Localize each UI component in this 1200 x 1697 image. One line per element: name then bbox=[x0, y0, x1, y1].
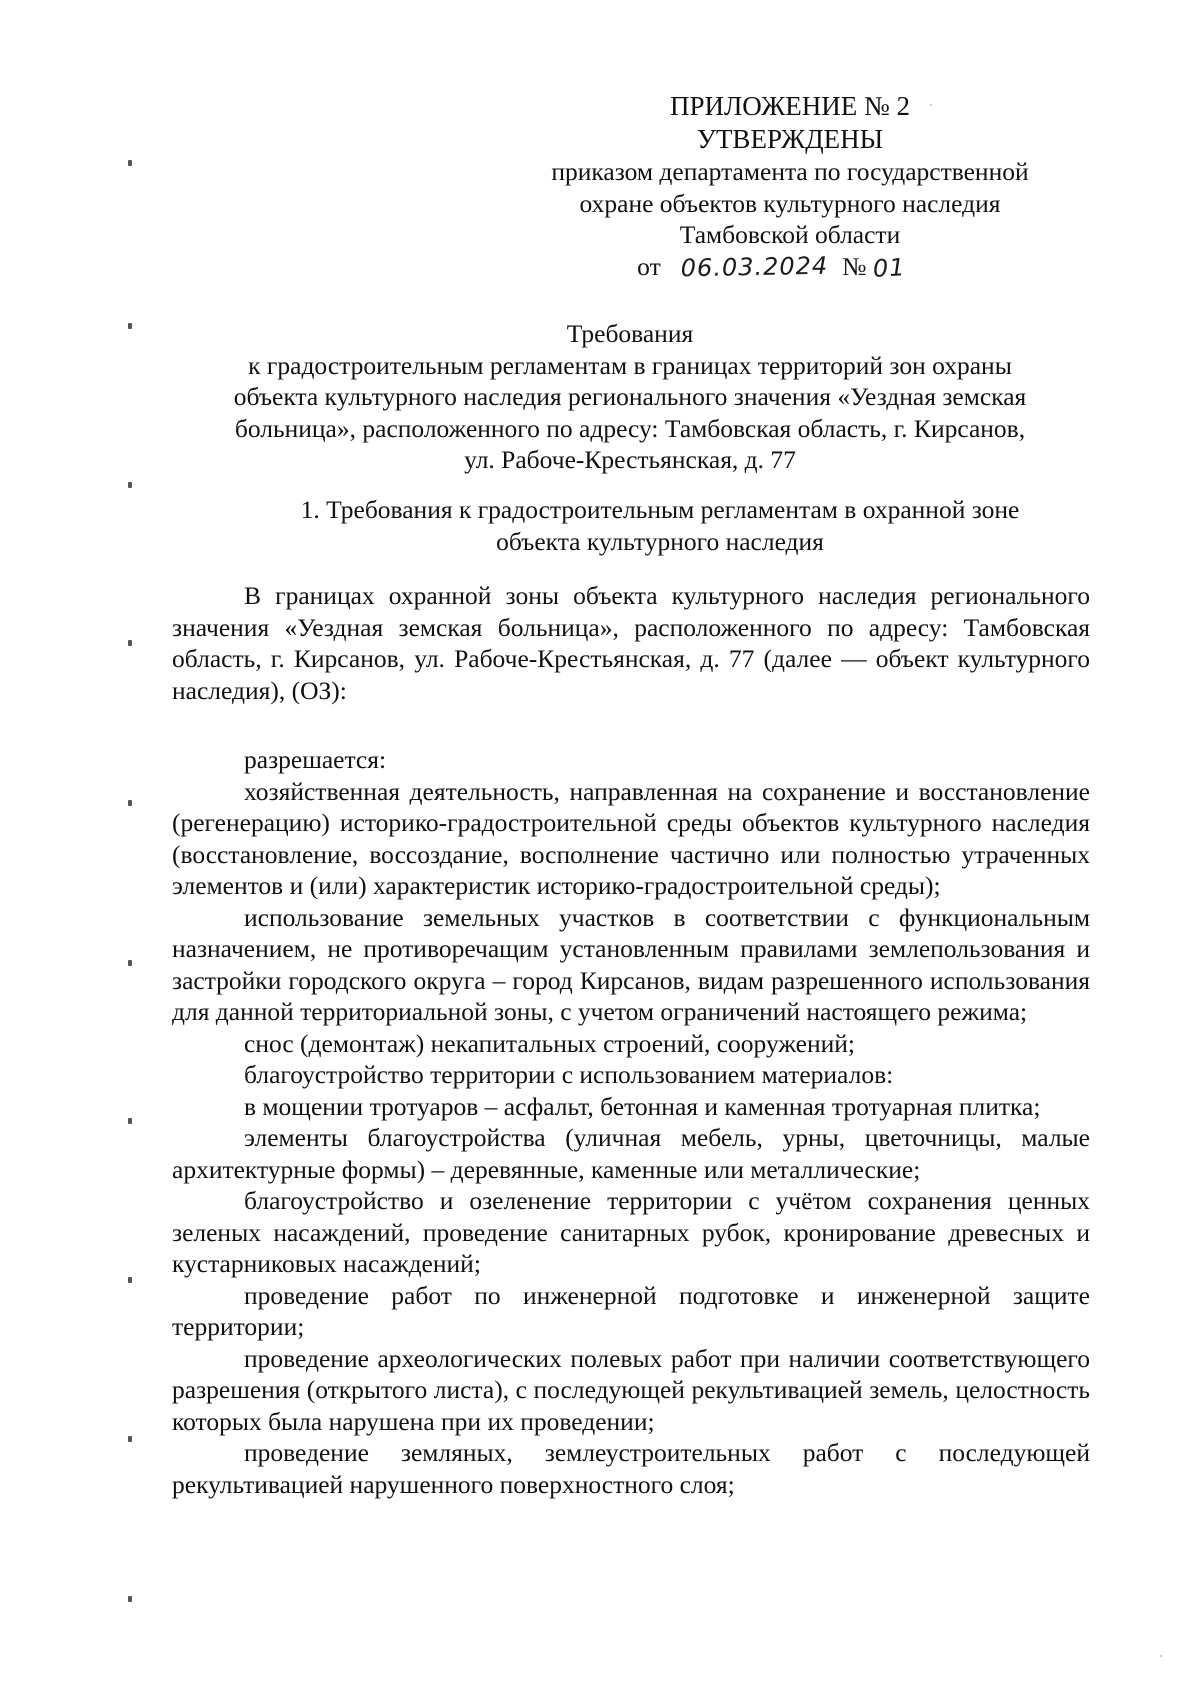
scan-mark bbox=[128, 640, 132, 646]
list-item: хозяйственная деятельность, направленная на сохранение и восстановление (регенерацию) историко-градостроительной среды объектов культурного наследия (восстановление, воссоздание, восполнение частично или полностью утраченных элементов и (или) характеристик историко-градостроительной среды); bbox=[172, 776, 1090, 900]
section-heading-line: объекта культурного наследия bbox=[496, 526, 824, 556]
document-title bbox=[170, 318, 1090, 476]
order-line-2: охране объектов культурного наследия bbox=[579, 188, 1001, 218]
list-item: в мощении тротуаров – асфальт, бетонная и каменная тротуарная плитка; bbox=[244, 1091, 1041, 1121]
approved-label: УТВЕРЖДЕНЫ bbox=[696, 124, 884, 154]
section-heading-line: 1. Требования к градостроительным регламентам в охранной зоне bbox=[300, 495, 1020, 524]
order-line-1: приказом департамента по государственной bbox=[551, 157, 1029, 186]
title-line: ул. Рабоче-Крестьянская, д. 77 bbox=[464, 445, 796, 474]
list-item: снос (демонтаж) некапитальных строений, сооружений; bbox=[244, 1028, 855, 1058]
list-item: проведение земляных, землеустроительных работ с последующей рекультивацией нарушенного поверхностного слоя; bbox=[172, 1438, 1090, 1499]
list-item: благоустройство территории с использованием материалов: bbox=[244, 1060, 894, 1089]
approval-block bbox=[530, 90, 1050, 283]
order-date-line bbox=[637, 251, 943, 284]
order-line-3: Тамбовской области bbox=[679, 220, 901, 249]
list-item: проведение археологических полевых работ при наличии соответствующего разрешения (открытого листа), с последующей рекультивацией земель, целостность которых была нарушена при их проведении; bbox=[172, 1343, 1090, 1436]
scan-mark bbox=[128, 960, 132, 966]
scan-mark bbox=[128, 800, 132, 806]
number-sign: № bbox=[842, 251, 867, 281]
appendix-number: ПРИЛОЖЕНИЕ № 2 bbox=[669, 91, 911, 121]
list-item: использование земельных участков в соответствии с функциональным назначением, не противоречащим установленным правилами землепользования и застройки городского округа – город Кирсанов, видам разрешенного использования для данной территориальной зоны, с учетом ограничений настоящего режима; bbox=[172, 902, 1090, 1026]
title-line: Требования bbox=[566, 319, 694, 348]
section-heading bbox=[230, 494, 1090, 557]
scan-mark bbox=[128, 1277, 132, 1283]
title-line: больница», расположенного по адресу: Тамбовская область, г. Кирсанов, bbox=[234, 413, 1026, 443]
title-line: к градостроительным регламентам в границах территорий зон охраны bbox=[248, 350, 1012, 380]
handwritten-date: 06.03.2024 bbox=[680, 251, 829, 282]
scan-mark bbox=[128, 323, 132, 329]
section-body bbox=[172, 580, 1090, 1500]
date-prefix: от bbox=[637, 251, 661, 281]
handwritten-order-number: 01 bbox=[872, 252, 907, 283]
list-item: благоустройство и озеленение территории с учётом сохранения ценных зеленых насаждений, проведение санитарных рубок, кронирование древесных и кустарниковых насаждений; bbox=[172, 1186, 1090, 1278]
scan-mark bbox=[128, 1118, 132, 1124]
scan-mark bbox=[128, 482, 132, 488]
scan-dot bbox=[1160, 1655, 1162, 1657]
scan-mark bbox=[128, 1436, 132, 1442]
scan-mark bbox=[128, 160, 132, 166]
title-line: объекта культурного наследия регионального значения «Уездная земская bbox=[233, 382, 1027, 411]
intro-paragraph: В границах охранной зоны объекта культурного наследия регионального значения «Уездная земская больница», расположенного по адресу: Тамбовская область, г. Кирсанов, ул. Рабоче-Крестьянская, д. 77 (далее — объект культурного наследия), (ОЗ): bbox=[172, 581, 1090, 705]
scan-mark bbox=[128, 1596, 132, 1602]
paragraph-gap bbox=[172, 706, 1090, 744]
list-item: элементы благоустройства (уличная мебель, урны, цветочницы, малые архитектурные формы) – деревянные, каменные или металлические; bbox=[172, 1123, 1090, 1184]
list-item: проведение работ по инженерной подготовке и инженерной защите территории; bbox=[172, 1280, 1090, 1341]
allowed-label: разрешается: bbox=[244, 745, 387, 774]
